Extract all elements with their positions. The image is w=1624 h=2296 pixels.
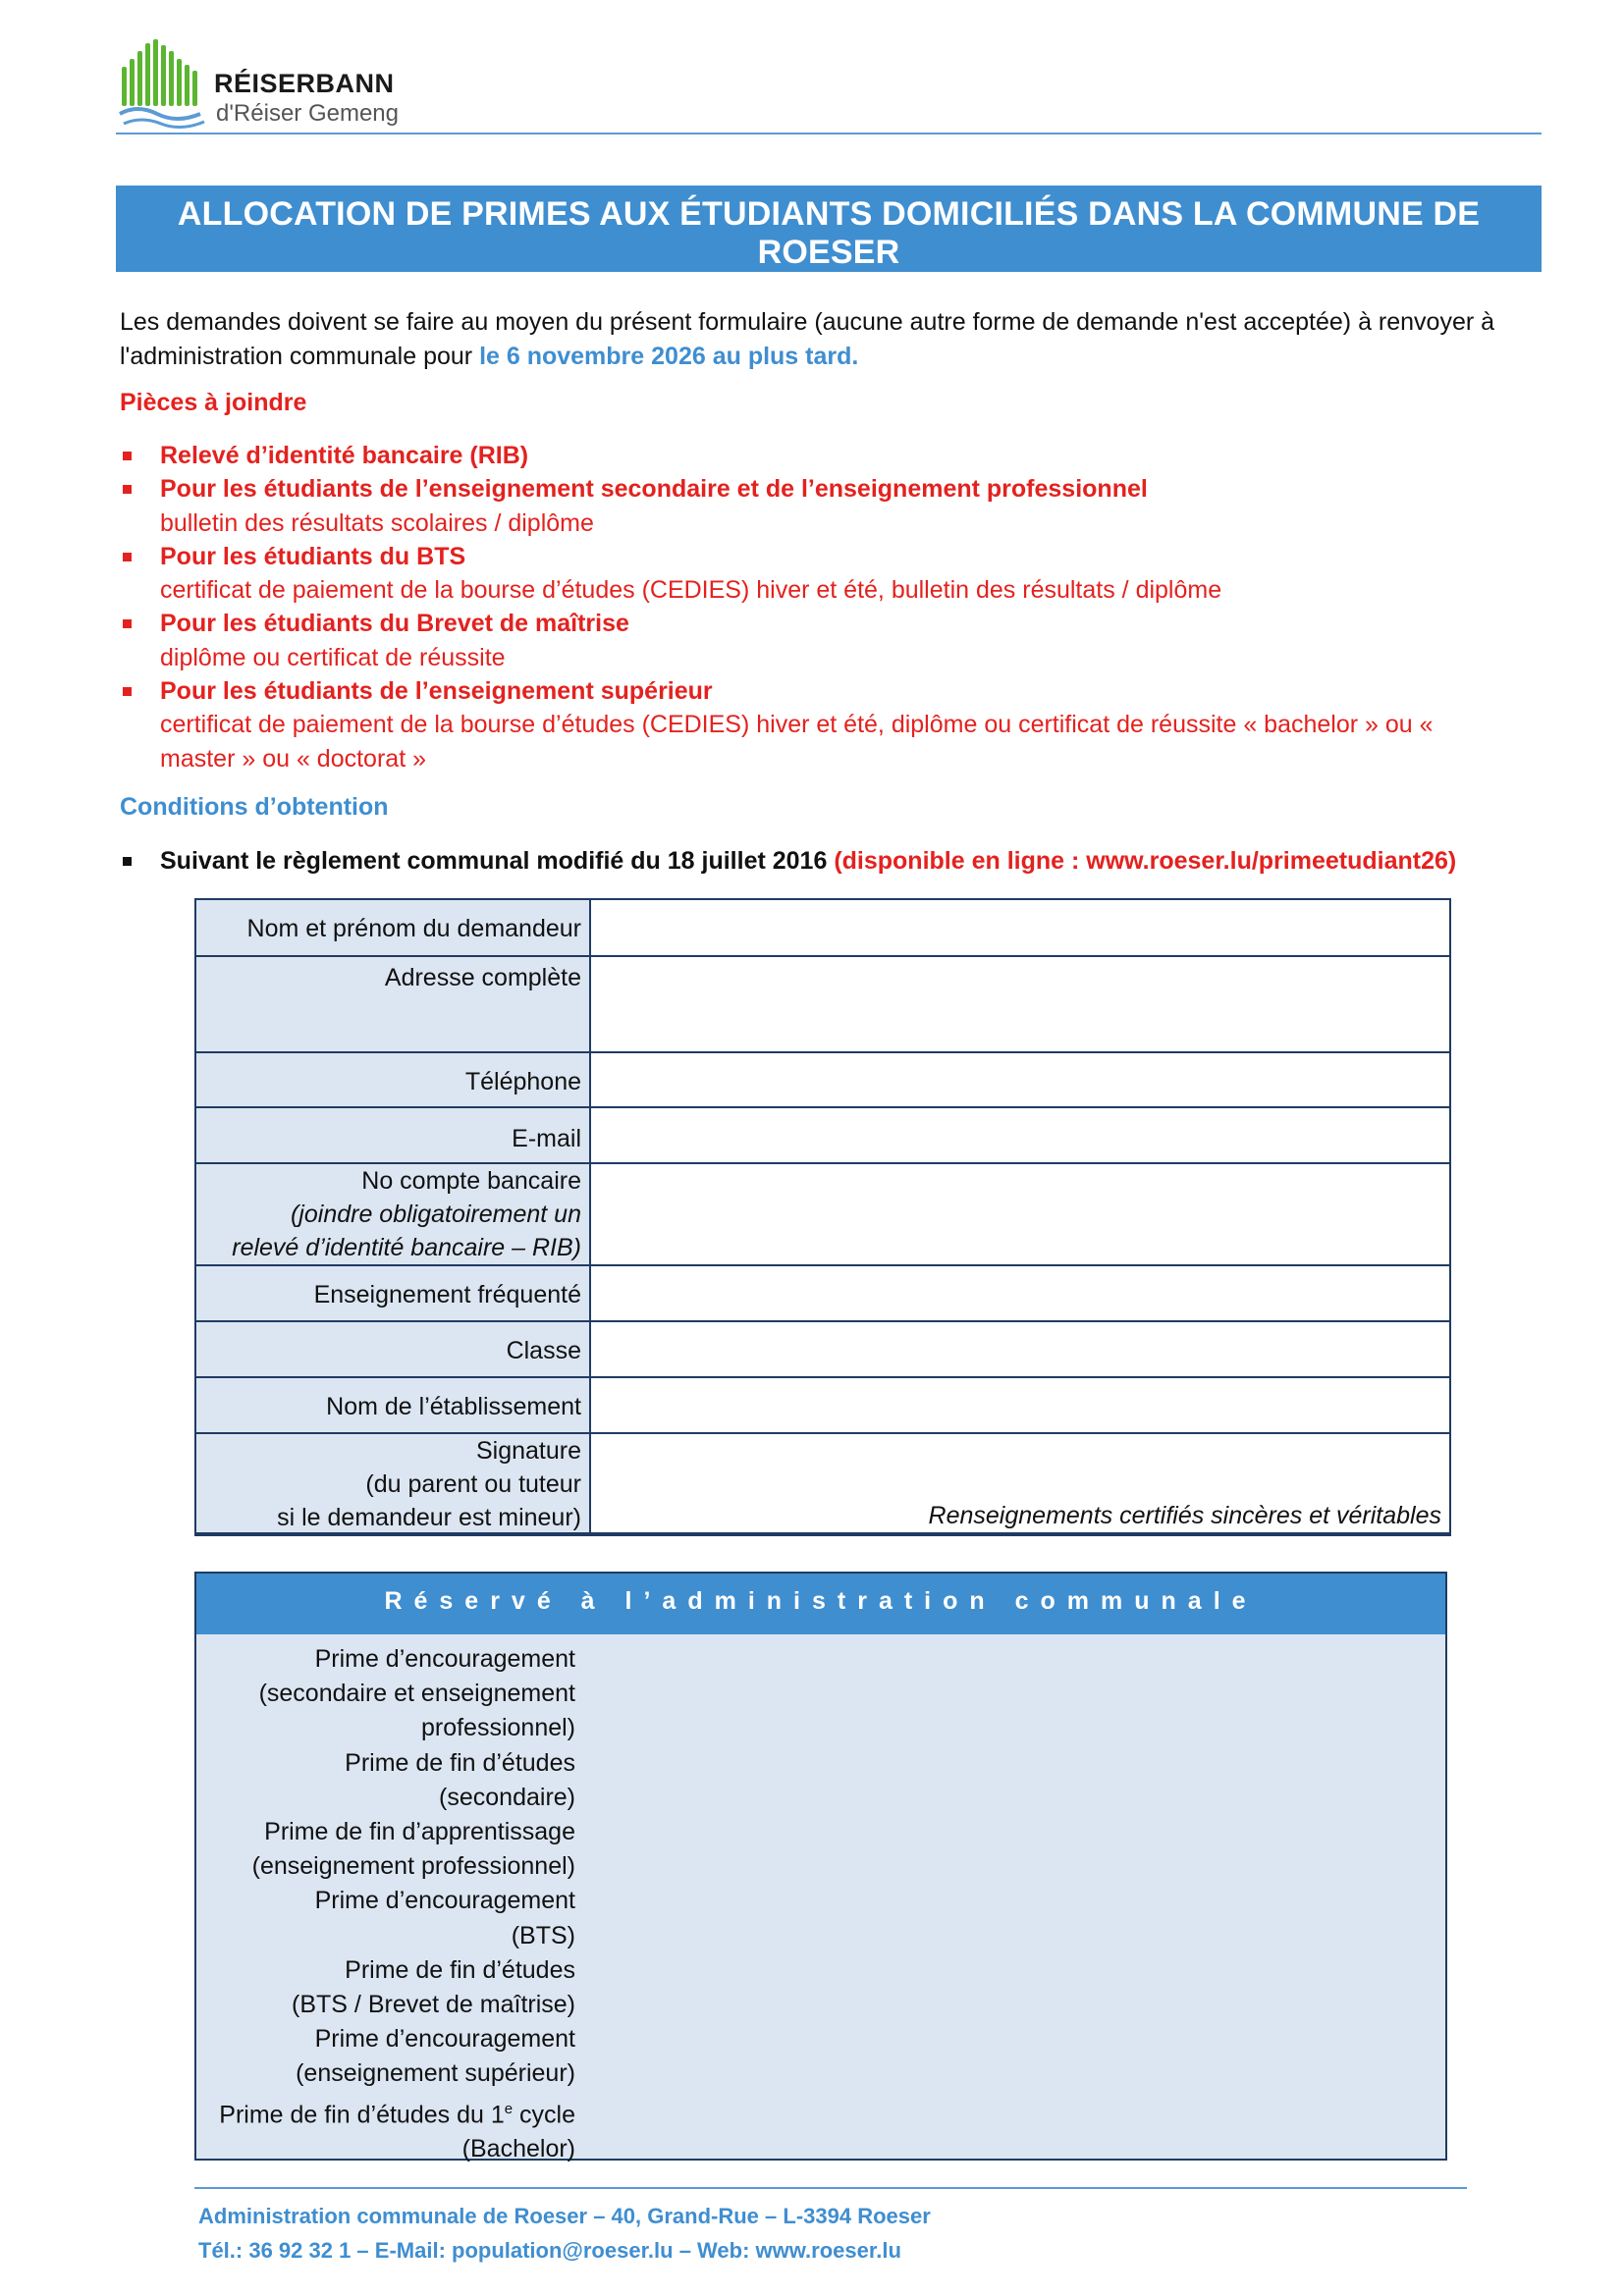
telephone-field[interactable] (591, 1053, 1449, 1106)
bullet-icon (123, 857, 132, 866)
logo-subtitle: d'Réiser Gemeng (216, 100, 399, 127)
piece-detail: certificat de paiement de la bourse d’études (CEDIES) hiver et été, bulletin des résultats / diplôme (160, 576, 1222, 605)
application-form (194, 898, 1451, 1536)
nom-field[interactable] (591, 900, 1449, 955)
footer-address: Administration communale de Roeser – 40, Grand-Rue – L-3394 Roeser (198, 2204, 931, 2228)
admin-heading: Réservé à l’administration communale (196, 1574, 1445, 1634)
admin-line-text: Prime de fin d’études du 1 (219, 2100, 505, 2128)
list-item (120, 607, 1494, 674)
nom-label: Nom et prénom du demandeur (196, 900, 591, 955)
form-row-signature (196, 1434, 1449, 1536)
bullet-icon (123, 452, 132, 460)
signature-note: Renseignements certifiés sincères et véritables (928, 1502, 1441, 1529)
signature-field[interactable] (591, 1434, 1449, 1532)
email-field[interactable] (591, 1108, 1449, 1162)
piece-heading: Pour les étudiants de l’enseignement secondaire et de l’enseignement professionnel (160, 475, 1148, 504)
admin-line-text: cycle (513, 2100, 575, 2128)
signature-label-line: Signature (475, 1437, 581, 1465)
form-row-email (196, 1108, 1449, 1164)
logo-title: RÉISERBANN (214, 69, 395, 98)
admin-line: (enseignement professionnel) (251, 1852, 575, 1881)
trees-logo-icon (118, 35, 212, 130)
conditions-item (120, 844, 1543, 879)
bullet-icon (123, 687, 132, 696)
piece-heading: Pour les étudiants du BTS (160, 542, 466, 570)
intro-text: Les demandes doivent se faire au moyen du présent formulaire (aucune autre forme de demande n'est acceptée) à renvoyer à l'administration communale pour (120, 308, 1495, 370)
etablissement-field[interactable] (591, 1378, 1449, 1432)
footer (198, 2199, 931, 2268)
piece-heading: Pour les étudiants de l’enseignement supérieur (160, 677, 713, 706)
title-banner (116, 186, 1542, 306)
admin-reserved-box (194, 1572, 1447, 2161)
admin-line: Prime de fin d’études (345, 1955, 575, 1984)
admin-line: (secondaire et enseignement (258, 1680, 575, 1708)
piece-detail: diplôme ou certificat de réussite (160, 643, 506, 671)
deadline-text: le 6 novembre 2026 au plus tard. (479, 343, 859, 370)
enseignement-field[interactable] (591, 1266, 1449, 1320)
form-row-adresse (196, 957, 1449, 1053)
footer-divider (194, 2187, 1467, 2189)
admin-line: Prime d’encouragement (314, 1645, 575, 1673)
signature-label-line: si le demandeur est mineur) (277, 1504, 581, 1531)
form-row-nom (196, 900, 1449, 957)
bullet-icon (123, 553, 132, 561)
email-label: E-mail (196, 1108, 591, 1162)
compte-label-note: (joindre obligatoirement un (290, 1201, 581, 1228)
signature-label (196, 1434, 591, 1532)
piece-heading: Pour les étudiants du Brevet de maîtrise (160, 610, 629, 638)
intro-paragraph (120, 305, 1543, 374)
adresse-field[interactable] (591, 957, 1449, 1051)
form-row-compte (196, 1164, 1449, 1266)
etablissement-label: Nom de l’établissement (196, 1378, 591, 1432)
form-row-telephone (196, 1053, 1449, 1108)
telephone-label: Téléphone (196, 1053, 591, 1106)
admin-line: (Bachelor) (461, 2135, 575, 2163)
school-year: Année scolaire 2025/2026 (662, 276, 996, 306)
compte-label-line: No compte bancaire (361, 1167, 581, 1195)
pieces-heading: Pièces à joindre (120, 389, 307, 416)
classe-label: Classe (196, 1322, 591, 1376)
admin-line: (secondaire) (439, 1783, 575, 1811)
header-divider (116, 133, 1542, 134)
compte-field[interactable] (591, 1164, 1449, 1264)
compte-label (196, 1164, 591, 1264)
signature-label-line: (du parent ou tuteur (365, 1470, 581, 1498)
conditions-heading: Conditions d’obtention (120, 793, 389, 821)
form-row-enseignement (196, 1266, 1449, 1322)
form-row-classe (196, 1322, 1449, 1378)
admin-line: (BTS) (511, 1921, 575, 1949)
piece-detail: certificat de paiement de la bourse d’études (CEDIES) hiver et été, diplôme ou certificat de réussite « bachelor » ou « master » ou « doctorat » (160, 711, 1434, 773)
pieces-list (120, 439, 1494, 775)
logo (118, 35, 412, 133)
admin-line: (BTS / Brevet de maîtrise) (292, 1991, 575, 2019)
admin-line: Prime d’encouragement (314, 2025, 575, 2054)
admin-line: Prime de fin d’apprentissage (264, 1818, 575, 1846)
piece-heading: Relevé d’identité bancaire (RIB) (160, 442, 529, 469)
compte-label-note: relevé d’identité bancaire – RIB) (232, 1234, 581, 1261)
list-item (120, 540, 1494, 608)
enseignement-label: Enseignement fréquenté (196, 1266, 591, 1320)
classe-field[interactable] (591, 1322, 1449, 1376)
form-row-etablissement (196, 1378, 1449, 1434)
bullet-icon (123, 485, 132, 494)
admin-line: Prime d’encouragement (314, 1887, 575, 1915)
regulation-link[interactable]: (disponible en ligne : www.roeser.lu/primeetudiant26) (834, 847, 1457, 875)
footer-contact: Tél.: 36 92 32 1 – E-Mail: population@roeser.lu – Web: www.roeser.lu (198, 2238, 901, 2263)
document-title: ALLOCATION DE PRIMES AUX ÉTUDIANTS DOMICILIÉS DANS LA COMMUNE DE ROESER (177, 195, 1481, 271)
piece-detail: bulletin des résultats scolaires / diplôme (160, 508, 594, 537)
bullet-icon (123, 619, 132, 628)
admin-line: professionnel) (420, 1714, 575, 1742)
admin-line (196, 2092, 575, 2133)
admin-prime-list (196, 1642, 575, 2166)
adresse-label: Adresse complète (196, 957, 591, 1051)
list-item (120, 674, 1494, 775)
list-item (120, 472, 1494, 540)
list-item (120, 439, 1494, 472)
admin-line: (enseignement supérieur) (296, 2059, 575, 2088)
admin-line: Prime de fin d’études (345, 1748, 575, 1777)
superscript: e (504, 2100, 514, 2117)
conditions-text: Suivant le règlement communal modifié du 18 juillet 2016 (160, 847, 835, 875)
